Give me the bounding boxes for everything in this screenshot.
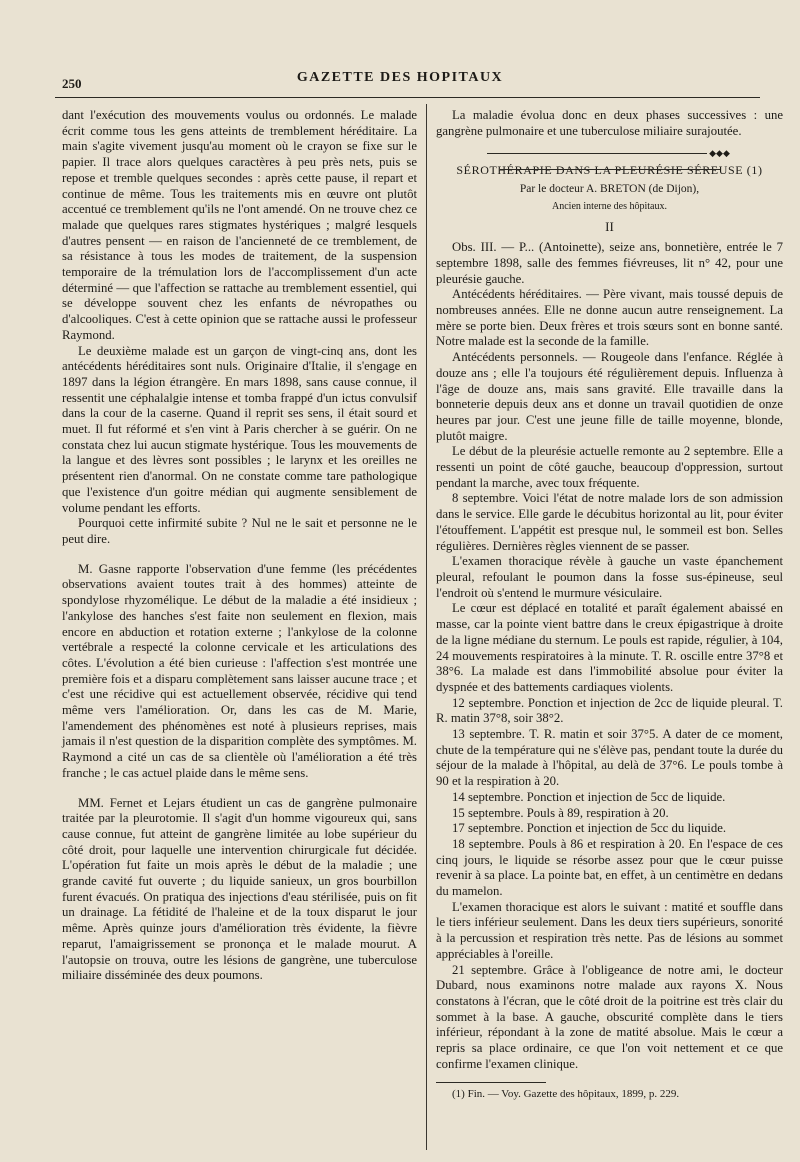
page-header xyxy=(0,64,800,94)
paragraph: 12 septembre. Ponction et injection de 2cc de liquide pleural. T. R. matin 37°8, soir 38°2. xyxy=(436,695,783,726)
section-number: II xyxy=(605,218,614,234)
paragraph: Antécédents personnels. — Rougeole dans l'enfance. Réglée à douze ans ; elle l'a toujours été régulièrement depuis. Influenza à l'âge de douze ans, mais sans gravité. Elle travaille dans la bonneterie depuis deux ans et donne un travail quotidien de onze heures par jour. C'est une jeune fille de taille moyenne, blonde, plutôt maigre. xyxy=(436,350,783,443)
footnote: (1) Fin. — Voy. Gazette des hôpitaux, 1899, p. 229. xyxy=(452,1088,680,1101)
paragraph: dant l'exécution des mouvements voulus ou ordonnés. Le malade écrit comme tous les gens atteints de tremblement héréditaire. La main s'agite vivement jusqu'au moment où le crayon se fixe sur le papier. Il trace alors quelques caractères à peu près nets, puis se repose et tremble quelques secondes : après cette pause, il repart et continue de même. Tous les traitements mis en œuvre ont plutôt accentué ce tremblement qu'ils ne l'ont amendé. On ne trouve chez ce malade que quelques rares stigmates hystériques ; malgré lesquels d'autres pensent — en raison de l'ancienneté de ce tremblement, de sa résistance à tous les modes de traitement, de la suspension temporaire de la trémulation lors de l'accomplissement d'un acte déterminé — que l'affection se rattache au tremblement essentiel, qui se développe souvent chez les enfants de névropathes ou d'alcooliques. C'est à cette opinion que se rattache aussi le professeur Raymond. xyxy=(62,108,417,342)
paragraph: M. Gasne rapporte l'observation d'une femme (les précédentes observations avaient toutes trait à des hommes) atteinte de spondylose rhyzomélique. Le début de la maladie a été insidieux ; l'ankylose des hanches s'est faite non seulement en flexion, mais encore en abduction et rotation externe ; l'ankylose de la colonne vertébrale a respecté la colonne cervicale et les articulations des côtes. L'évolution a été bien curieuse : l'affection s'est montrée une première fois et a disparu complètement sans laisser aucune trace ; et c'est une récidive qui est actuellement observée, récidive qui tend même vers l'amélioration. Or, dans les cas de M. Marie, l'amendement des phénomènes est noté à plusieurs reprises, mais jamais il n'est question de la disparition complète des symptômes. M. Raymond a cité un cas de sa clientèle où l'amélioration a été très franche ; le cas actuel plaide dans le même sens. xyxy=(62,561,417,780)
paragraph: L'examen thoracique est alors le suivant : matité et souffle dans le tiers inférieur seulement. Dans les deux tiers supérieurs, sonorité à la percussion et respiration très nette. Pas de lésions au sommet appréciables à l'oreille. xyxy=(436,899,783,961)
paragraph: L'examen thoracique révèle à gauche un vaste épanchement pleural, refoulant le poumon dans la fosse sus-épineuse, seul l'endroit où s'entend le murmure vésiculaire. xyxy=(436,554,783,600)
paragraph: Le deuxième malade est un garçon de vingt-cinq ans, dont les antécédents héréditaires sont nuls. Originaire d'Italie, il s'engage en 1897 dans la légion étrangère. En mars 1898, sans cause connue, il ressentit une céphalalgie intense et tomba frappé d'un ictus convulsif dans la cour de la caserne. Quand il reprit ses sens, il était sourd et muet. Il fut réformé et s'en vint à Paris chercher à se guérir. On ne constata chez lui aucun stigmate hystérique. Tous les mouvements de la langue et des lèvres sont possibles ; le larynx et les oreilles ne présentent rien d'anormal. On ne constate comme tare pathologique que l'existence d'un goitre médian qui augmente sensiblement de volume pendant les efforts. xyxy=(62,343,417,515)
section-ornament: ◆◆◆ xyxy=(436,145,783,155)
page-number: 250 xyxy=(62,76,82,91)
right-column xyxy=(436,108,783,1103)
intro-paragraph: La maladie évolua donc en deux phases successives : une gangrène pulmonaire et une tuberculose miliaire surajoutée. xyxy=(436,108,783,138)
header-rule xyxy=(55,97,760,98)
paragraph: 18 septembre. Pouls à 86 et respiration à 20. En l'espace de ces cinq jours, le liquide se résorbe assez pour que le cœur puisse revenir à sa place. La pointe bat, en effet, à un centimètre en dedans du mamelon. xyxy=(436,836,783,899)
paragraph: 13 septembre. T. R. matin et soir 37°5. A dater de ce moment, chute de la température qui ne s'élève pas, pendant toute la durée du séjour de la malade à l'hôpital, au delà de 37°6. Le pouls tombe à 90 et la respiration à 20. xyxy=(436,727,783,789)
paragraph: 15 septembre. Pouls à 89, respiration à 20. xyxy=(452,805,669,820)
journal-title: GAZETTE DES HOPITAUX xyxy=(296,70,504,85)
section-title: SÉROTHÉRAPIE DANS LA PLEURÉSIE SÉREUSE (1) xyxy=(456,163,763,178)
paragraph: Obs. III. — P... (Antoinette), seize ans, bonnetière, entrée le 7 septembre 1898, salle des femmes fiévreuses, lit n° 42, pour une pleurésie gauche. xyxy=(436,240,783,286)
paragraph: 14 septembre. Ponction et injection de 5cc de liquide. xyxy=(452,789,726,804)
paragraph: MM. Fernet et Lejars étudient un cas de gangrène pulmonaire traitée par la pleurotomie. Il s'agit d'un homme vigoureux qui, sans cause connue, fut atteint de gangrène limitée au lobe supérieur du côté droit, pour laquelle une intervention chirurgicale fut décidée. L'opération fut faite un mois après le début de la maladie ; une grande cavité fut ouverte ; du liquide sanieux, un gros bourbillon furent évacués. On pratiqua des injections d'eau stérilisée, puis on fit un drainage. La fétidité de l'haleine et de la toux disparut le jour même. Après quinze jours d'amélioration très évidente, la fièvre reparut, l'amaigrissement se prononça et le malade mourut. A l'autopsie on trouva, outre les lésions de gangrène, une tuberculose miliaire disséminée des deux poumons. xyxy=(62,795,417,983)
paragraph: 8 septembre. Voici l'état de notre malade lors de son admission dans le service. Elle garde le décubitus horizontal au lit, pour éviter l'étouffement. L'appétit est presque nul, le sommeil est bon. Selles régulières. Dernières règles viennent de se passer. xyxy=(436,491,783,553)
paragraph: Le cœur est déplacé en totalité et paraît également abaissé en masse, car la pointe vient battre dans le creux épigastrique à droite de la ligne médiane du sternum. Le pouls est rapide, régulier, à 104, 24 mouvements respiratoires à la minute. T. R. oscille entre 37°8 et 38°6. La malade est dans l'immobilité absolue pour éviter la dyspnée et des battements cardiaques violents. xyxy=(436,601,783,694)
article-author: Par le docteur A. BRETON (de Dijon), xyxy=(519,183,700,196)
paragraph: Le début de la pleurésie actuelle remonte au 2 septembre. Elle a ressenti un point de côté gauche, beaucoup d'oppression, surtout pendant la marche, avec toux fréquente. xyxy=(436,444,783,490)
paragraph: Pourquoi cette infirmité subite ? Nul ne le sait et personne ne le peut dire. xyxy=(62,516,417,546)
paragraph: Antécédents héréditaires. — Père vivant, mais toussé depuis de nombreuses années. Elle ne donne aucun autre renseignement. La mère se porte bien. Deux frères et trois sœurs sont en bonne santé. Notre malade est la seconde de la famille. xyxy=(436,287,783,349)
author-title: Ancien interne des hôpitaux. xyxy=(552,200,667,212)
column-divider xyxy=(426,104,427,1150)
footnote-rule xyxy=(436,1082,546,1083)
paragraph: 17 septembre. Ponction et injection de 5cc du liquide. xyxy=(452,821,727,836)
left-column xyxy=(62,108,417,984)
paragraph: 21 septembre. Grâce à l'obligeance de notre ami, le docteur Dubard, nous examinons notre malade aux rayons X. Nous constatons à l'écran, que le côté droit de la poitrine est très clair du sommet à la base. A gauche, obscurité complète dans le tiers inférieur, répondant à la zone de matité absolue. Mais le cœur a repris sa place ordinaire, ce que l'on voit nettement et ce que confirme l'examen clinique. xyxy=(436,962,783,1071)
